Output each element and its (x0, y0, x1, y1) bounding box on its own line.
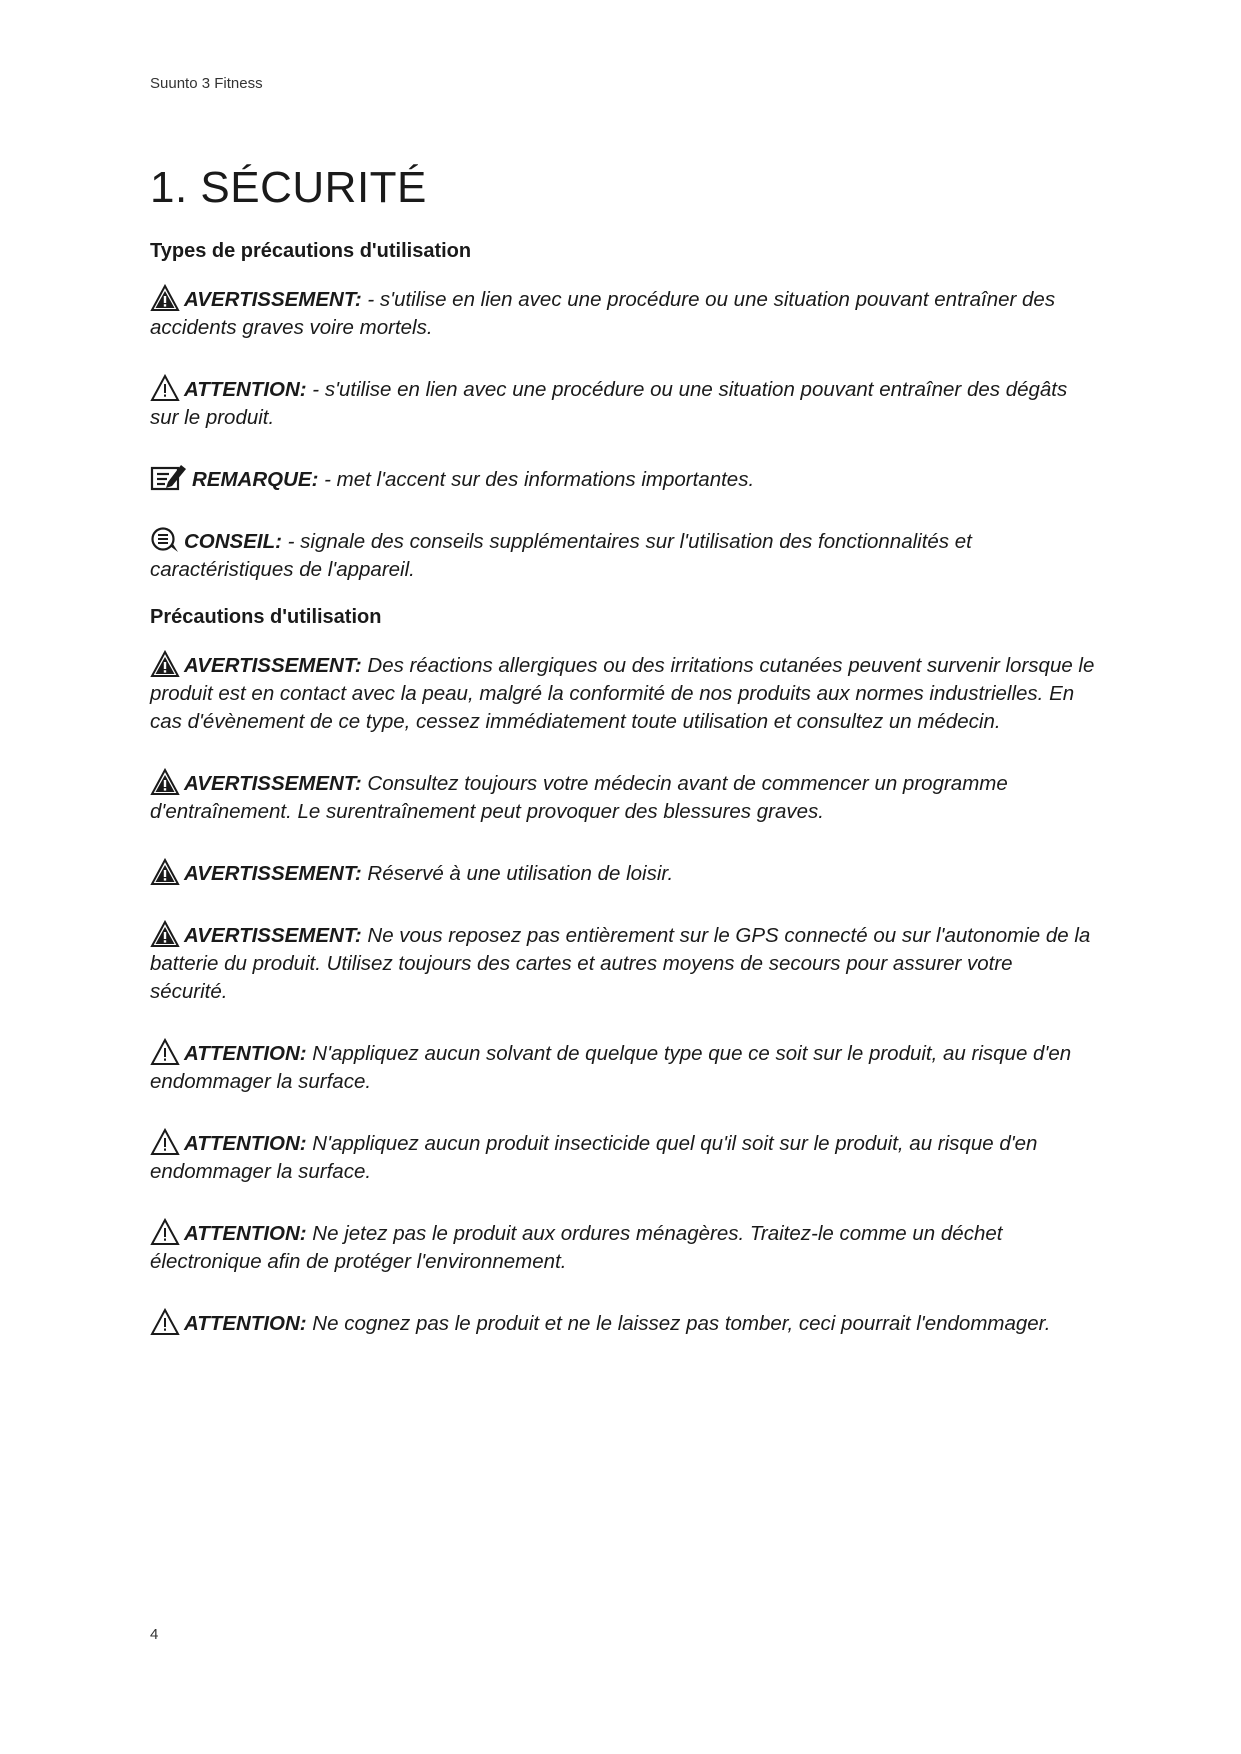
tip-icon (150, 526, 180, 554)
notice-warning-type (150, 284, 1095, 342)
notice-text: Ne cognez pas le produit et ne le laissez pas tomber, ceci pourrait l'endommager. (306, 1312, 1051, 1335)
notice-label: AVERTISSEMENT: (184, 924, 362, 947)
warning-filled-icon (150, 650, 180, 678)
notice-label: AVERTISSEMENT: (184, 772, 362, 795)
section-heading-types: Types de précautions d'utilisation (150, 240, 472, 262)
caution-outline-icon (150, 374, 180, 402)
page-title: 1. SÉCURITÉ (150, 163, 427, 212)
notice-label: AVERTISSEMENT: (184, 288, 362, 311)
warning-filled-icon (150, 284, 180, 312)
notice-text: Réservé à une utilisation de loisir. (361, 862, 674, 885)
notice-label: ATTENTION: (184, 1132, 307, 1155)
notice-label: ATTENTION: (184, 378, 307, 401)
notice-warning-gps (150, 920, 1095, 1006)
notice-label: AVERTISSEMENT: (184, 862, 362, 885)
warning-filled-icon (150, 768, 180, 796)
notice-label: ATTENTION: (184, 1222, 307, 1245)
warning-filled-icon (150, 920, 180, 948)
notice-warning-leisure (150, 858, 1095, 888)
notice-text: N'appliquez aucun solvant de quelque type que ce soit sur le produit, au risque d'en endommager la surface. (150, 1042, 1072, 1093)
notice-caution-impact (150, 1308, 1095, 1338)
notice-caution-insecticide (150, 1128, 1095, 1186)
notice-text: Consultez toujours votre médecin avant de commencer un programme d'entraînement. Le surentraînement peut provoquer des blessures graves. (150, 772, 1008, 823)
notice-caution-disposal (150, 1218, 1095, 1276)
section-heading-precautions: Précautions d'utilisation (150, 606, 382, 628)
notice-label: AVERTISSEMENT: (184, 654, 362, 677)
caution-outline-icon (150, 1128, 180, 1156)
notice-note-type (150, 464, 1095, 494)
notice-text: - met l'accent sur des informations importantes. (318, 468, 755, 491)
notice-text: Ne vous reposez pas entièrement sur le GPS connecté ou sur l'autonomie de la batterie du produit. Utilisez toujours des cartes et autres moyens de secours pour assurer votre sécurité. (150, 924, 1091, 1003)
notice-text: N'appliquez aucun produit insecticide quel qu'il soit sur le produit, au risque d'en endommager la surface. (150, 1132, 1038, 1183)
warning-filled-icon (150, 858, 180, 886)
notice-label: CONSEIL: (184, 530, 282, 553)
notice-tip-type (150, 526, 1095, 584)
note-icon (150, 464, 188, 492)
notice-text: Des réactions allergiques ou des irritations cutanées peuvent survenir lorsque le produit est en contact avec la peau, malgré la conformité de nos produits aux normes industrielles. En cas d'évènement de ce type, cessez immédiatement toute utilisation et consultez un médecin. (150, 654, 1095, 733)
page-number: 4 (150, 1626, 159, 1643)
notice-label: REMARQUE: (192, 468, 319, 491)
page-content (150, 160, 1095, 1370)
caution-outline-icon (150, 1038, 180, 1066)
caution-outline-icon (150, 1218, 180, 1246)
notice-text: - s'utilise en lien avec une procédure ou une situation pouvant entraîner des dégâts sur le produit. (150, 378, 1068, 429)
notice-text: - signale des conseils supplémentaires sur l'utilisation des fonctionnalités et caractéristiques de l'appareil. (150, 530, 972, 581)
notice-text: Ne jetez pas le produit aux ordures ménagères. Traitez-le comme un déchet électronique afin de protéger l'environnement. (150, 1222, 1003, 1273)
notice-text: - s'utilise en lien avec une procédure ou une situation pouvant entraîner des accidents graves voire mortels. (150, 288, 1056, 339)
notice-caution-solvent (150, 1038, 1095, 1096)
notice-label: ATTENTION: (184, 1312, 307, 1335)
caution-outline-icon (150, 1308, 180, 1336)
notice-caution-type (150, 374, 1095, 432)
running-header: Suunto 3 Fitness (150, 75, 263, 92)
notice-warning-doctor (150, 768, 1095, 826)
notice-warning-allergy (150, 650, 1095, 736)
notice-label: ATTENTION: (184, 1042, 307, 1065)
